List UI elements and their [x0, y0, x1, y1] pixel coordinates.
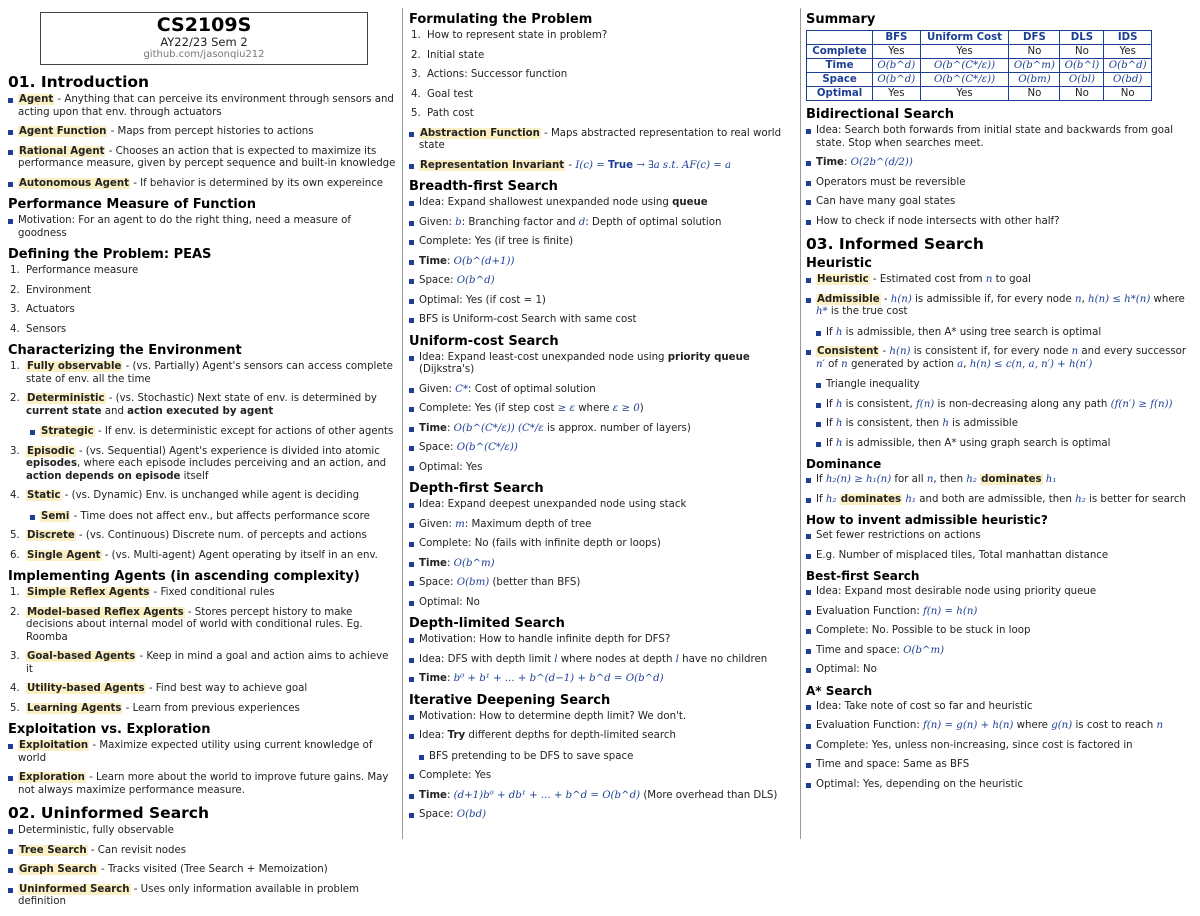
list-item: Environment [26, 284, 92, 296]
list-item: Idea: Expand shallowest unexpanded node using queue [409, 197, 795, 210]
ucs-list [409, 352, 795, 475]
section-uninformed: 02. Uninformed Search [8, 804, 210, 822]
heading-ids: Iterative Deepening Search [409, 692, 611, 708]
list-item: Time and space: O(b^m) [806, 645, 1190, 658]
heading-dfs: Depth-first Search [409, 481, 544, 496]
section-introduction: 01. Introduction [8, 73, 150, 91]
list-item: BFS pretending to be DFS to save space [419, 751, 795, 764]
bfs-list [409, 197, 795, 327]
list-item: Space: O(bd) [409, 809, 795, 822]
heading-invent: How to invent admissible heuristic? [806, 513, 1048, 527]
list-item: Utility-based Agents - Find best way to achieve goal [27, 683, 308, 694]
list-item: How to check if node intersects with other half? [806, 216, 1190, 229]
table-row [807, 73, 1152, 87]
list-item: Complete: Yes, unless non-increasing, since cost is factored in [806, 740, 1190, 753]
title-box [40, 12, 368, 65]
list-item: Given: m: Maximum depth of tree [409, 519, 795, 532]
list-item: Abstraction Function - Maps abstracted representation to real world state [409, 128, 795, 153]
table-cell: O(bm) [1009, 73, 1060, 87]
list-item: Space: O(bm) (better than BFS) [409, 577, 795, 590]
heading-exploitation: Exploitation vs. Exploration [8, 722, 211, 737]
list-item: Actuators [26, 304, 75, 315]
table-cell: Complete [807, 45, 873, 59]
list-item: Idea: Expand deepest unexpanded node using stack [409, 499, 795, 512]
list-item: Consistent - h(n) is consistent if, for every node n and every successor n′ of n generated by action a, h(n) ≤ c(n, a, n′) + h(n′) Triangle inequality If h is consistent, f(n) is non-decreasing along any path (f(n′) ≥ f(n)) If h is consistent, then h is admissible If h is admissible, then A* using graph search is optimal [806, 346, 1190, 450]
list-item: Simple Reflex Agents - Fixed conditional rules [27, 587, 275, 598]
list-item: Path cost [427, 108, 474, 119]
table-header: IDS [1104, 31, 1152, 45]
list-item: If h is admissible, then A* using graph search is optimal [816, 438, 1190, 451]
list-item: Can have many goal states [806, 196, 1190, 209]
list-item: Operators must be reversible [806, 177, 1190, 190]
list-item: Time: O(b^(d+1)) [409, 256, 795, 269]
list-item: Set fewer restrictions on actions [806, 530, 1190, 543]
table-cell: O(b^m) [1009, 59, 1060, 73]
table-header-row [807, 31, 1152, 45]
heading-astar: A* Search [806, 683, 873, 698]
table-cell: No [1060, 87, 1104, 101]
list-item: Motivation: How to handle infinite depth for DFS? [409, 634, 795, 647]
heading-performance: Performance Measure of Function [8, 197, 257, 212]
list-item: Fully observable - (vs. Partially) Agent's sensors can access complete state of env. all the time [26, 361, 393, 385]
table-cell: O(bd) [1104, 73, 1152, 87]
list-item: Exploitation - Maximize expected utility using current knowledge of world [8, 740, 396, 765]
table-header: Uniform Cost [920, 31, 1009, 45]
list-item: E.g. Number of misplaced tiles, Total manhattan distance [806, 550, 1190, 563]
heading-peas: Defining the Problem: PEAS [8, 247, 212, 262]
table-cell: Yes [920, 45, 1009, 59]
list-item: If h is admissible, then A* using tree search is optimal [816, 327, 1190, 340]
table-cell: Space [807, 73, 873, 87]
column-divider-1 [402, 8, 403, 839]
semester: AY22/23 Sem 2 [160, 35, 248, 49]
list-item: Exploration - Learn more about the world to improve future gains. May not always maximize performance measure. [8, 772, 396, 797]
perf-list [8, 215, 396, 240]
list-item: Space: O(b^d) [409, 275, 795, 288]
list-item: Actions: Successor function [427, 69, 568, 80]
heading-ucs: Uniform-cost Search [409, 333, 559, 349]
table-cell: No [1009, 45, 1060, 59]
list-item: Time: b⁰ + b¹ + ... + b^(d−1) + b^d = O(b^d) [409, 673, 795, 686]
list-item: Idea: Expand most desirable node using priority queue [806, 586, 1190, 599]
list-item: Triangle inequality [816, 379, 1190, 392]
list-item: Optimal: Yes (if cost = 1) [409, 295, 795, 308]
table-header: BFS [873, 31, 921, 45]
list-item: Admissible - h(n) is admissible if, for every node n, h(n) ≤ h*(n) where h* is the true cost If h is admissible, then A* using tree search is optimal [806, 294, 1190, 340]
list-item: Evaluation Function: f(n) = h(n) [806, 606, 1190, 619]
heading-environment: Characterizing the Environment [8, 343, 242, 358]
list-item: Idea: Try different depths for depth-limited search BFS pretending to be DFS to save space [409, 730, 795, 763]
list-item: Graph Search - Tracks visited (Tree Search + Memoization) [8, 864, 396, 877]
list-item: If h₂ dominates h₁ and both are admissible, then h₂ is better for search [806, 494, 1190, 507]
abstraction-list [409, 128, 795, 173]
list-item: Complete: Yes [409, 770, 795, 783]
table-cell: Time [807, 59, 873, 73]
list-item: If h₂(n) ≥ h₁(n) for all n, then h₂ dominates h₁ [806, 474, 1190, 487]
table-cell: Yes [1104, 45, 1152, 59]
dls-list [409, 634, 795, 686]
list-item: Time: O(b^m) [409, 558, 795, 571]
list-item: Idea: Take note of cost so far and heuristic [806, 701, 1190, 714]
explo-list [8, 740, 396, 797]
list-item: Strategic - If env. is deterministic except for actions of other agents [30, 426, 396, 439]
heading-best-first: Best-first Search [806, 569, 920, 583]
table-cell: Yes [873, 87, 921, 101]
table-cell: No [1009, 87, 1060, 101]
table-cell: O(b^(C*/ε)) [920, 59, 1009, 73]
list-item: Evaluation Function: f(n) = g(n) + h(n) where g(n) is cost to reach n [806, 720, 1190, 733]
peas-list [8, 265, 396, 336]
github-link[interactable]: github.com/jasonqiu212 [143, 49, 265, 60]
best-first-list [806, 586, 1190, 677]
list-item: If h is consistent, f(n) is non-decreasing along any path (f(n′) ≥ f(n)) [816, 399, 1190, 412]
list-item: Semi - Time does not affect env., but affects performance score [30, 511, 396, 524]
page-title: CS2109S [156, 14, 252, 36]
heading-heuristic: Heuristic [806, 256, 872, 271]
list-item: Time: O(2b^(d/2)) [806, 157, 1190, 170]
list-item: Single Agent - (vs. Multi-agent) Agent operating by itself in an env. [27, 549, 378, 561]
list-item: Initial state [427, 49, 485, 61]
intro-list [8, 94, 396, 190]
bidir-list [806, 125, 1190, 228]
list-item: Discrete - (vs. Continuous) Discrete num. of percepts and actions [27, 530, 367, 541]
table-row [807, 59, 1152, 73]
list-item: Idea: DFS with depth limit l where nodes at depth l have no children [409, 654, 795, 667]
list-item: Uninformed Search - Uses only information available in problem definition [8, 884, 396, 909]
table-cell: No [1060, 45, 1104, 59]
section-informed: 03. Informed Search [806, 235, 984, 253]
list-item: Complete: Yes (if tree is finite) [409, 236, 795, 249]
list-item: Sensors [26, 323, 67, 335]
table-row [807, 45, 1152, 59]
list-item: Space: O(b^(C*/ε)) [409, 442, 795, 455]
table-row [807, 87, 1152, 101]
list-item: Complete: No (fails with infinite depth or loops) [409, 538, 795, 551]
uninformed-list [8, 825, 396, 909]
table-cell: O(bl) [1060, 73, 1104, 87]
list-item: Optimal: No [409, 597, 795, 610]
list-item: Agent Function - Maps from percept histories to actions [8, 126, 396, 139]
dfs-list [409, 499, 795, 609]
invent-list [806, 530, 1190, 562]
list-item: Deterministic - (vs. Stochastic) Next state of env. is determined by current state and action executed by agent Strategic - If env. is deterministic except for actions of other agents [8, 393, 396, 439]
formulating-list [409, 30, 795, 121]
table-cell: Yes [873, 45, 921, 59]
heading-bfs: Breadth-first Search [409, 179, 558, 194]
list-item: Model-based Reflex Agents - Stores percept history to make decisions about internal model of world with conditional rules. Eg. Roomba [26, 606, 363, 643]
table-cell: Optimal [807, 87, 873, 101]
list-item: Deterministic, fully observable [8, 825, 396, 838]
env-list [8, 361, 396, 562]
list-item: Complete: No. Possible to be stuck in loop [806, 625, 1190, 638]
summary-table [806, 30, 1152, 101]
impl-list [8, 587, 396, 715]
list-item: Time: O(b^(C*/ε)) (C*/ε is approx. number of layers) [409, 423, 795, 436]
list-item: Performance measure [26, 265, 139, 276]
dominance-list [806, 474, 1190, 506]
table-cell: O(b^(C*/ε)) [920, 73, 1009, 87]
heading-summary: Summary [806, 12, 876, 27]
list-item: BFS is Uniform-cost Search with same cost [409, 314, 795, 327]
column-3 [806, 8, 1190, 798]
list-item: Autonomous Agent - If behavior is determined by its own expereince [8, 178, 396, 191]
astar-list [806, 701, 1190, 792]
table-cell: O(b^d) [1104, 59, 1152, 73]
column-divider-2 [800, 8, 801, 839]
list-item: Tree Search - Can revisit nodes [8, 845, 396, 858]
heading-implementing: Implementing Agents (in ascending complexity) [8, 569, 360, 584]
table-cell: O(b^d) [873, 59, 921, 73]
heading-dominance: Dominance [806, 457, 882, 471]
list-item: If h is consistent, then h is admissible [816, 418, 1190, 431]
list-item: Motivation: How to determine depth limit? We don't. [409, 711, 795, 724]
list-item: Idea: Expand least-cost unexpanded node using priority queue (Dijkstra's) [409, 352, 795, 377]
list-item: Episodic - (vs. Sequential) Agent's experience is divided into atomic episodes, where each episode includes perceiving and an action, and action depends on episode itself [26, 445, 387, 482]
list-item: Motivation: For an agent to do the right thing, need a measure of goodness [8, 215, 396, 240]
list-item: Static - (vs. Dynamic) Env. is unchanged while agent is deciding Semi - Time does not affect env., but affects performance score [8, 490, 396, 523]
heuristic-list [806, 274, 1190, 450]
list-item: Representation Invariant - I(c) = True → ∃a s.t. AF(c) = a [409, 160, 795, 173]
heading-formulating: Formulating the Problem [409, 12, 593, 27]
heading-dls: Depth-limited Search [409, 616, 565, 631]
list-item: Optimal: Yes, depending on the heuristic [806, 779, 1190, 792]
list-item: Given: b: Branching factor and d: Depth of optimal solution [409, 217, 795, 230]
table-cell: O(b^l) [1060, 59, 1104, 73]
list-item: Idea: Search both forwards from initial state and backwards from goal state. Stop when searches meet. [806, 125, 1190, 150]
table-cell: Yes [920, 87, 1009, 101]
heading-bidirectional: Bidirectional Search [806, 107, 954, 122]
list-item: Time: (d+1)b⁰ + db¹ + ... + b^d = O(b^d) (More overhead than DLS) [409, 790, 795, 803]
list-item: Goal test [427, 88, 474, 100]
list-item: Complete: Yes (if step cost ≥ ε where ε ≥ 0) [409, 403, 795, 416]
list-item: Time and space: Same as BFS [806, 759, 1190, 772]
column-1 [8, 8, 396, 916]
list-item: Goal-based Agents - Keep in mind a goal and action aims to achieve it [26, 651, 389, 675]
list-item: Agent - Anything that can perceive its environment through sensors and acting upon that env. through actuators [8, 94, 396, 119]
list-item: Given: C*: Cost of optimal solution [409, 384, 795, 397]
table-header [807, 31, 873, 45]
ids-list [409, 711, 795, 822]
list-item: Optimal: No [806, 664, 1190, 677]
list-item: Heuristic - Estimated cost from n to goal [806, 274, 1190, 287]
list-item: How to represent state in problem? [427, 30, 608, 41]
list-item: Optimal: Yes [409, 462, 795, 475]
column-2 [409, 8, 795, 829]
list-item: Learning Agents - Learn from previous experiences [27, 702, 300, 714]
table-header: DFS [1009, 31, 1060, 45]
table-cell: No [1104, 87, 1152, 101]
table-header: DLS [1060, 31, 1104, 45]
list-item: Rational Agent - Chooses an action that is expected to maximize its performance measure, given by percept sequence and built-in knowledge [8, 146, 396, 171]
table-cell: O(b^d) [873, 73, 921, 87]
